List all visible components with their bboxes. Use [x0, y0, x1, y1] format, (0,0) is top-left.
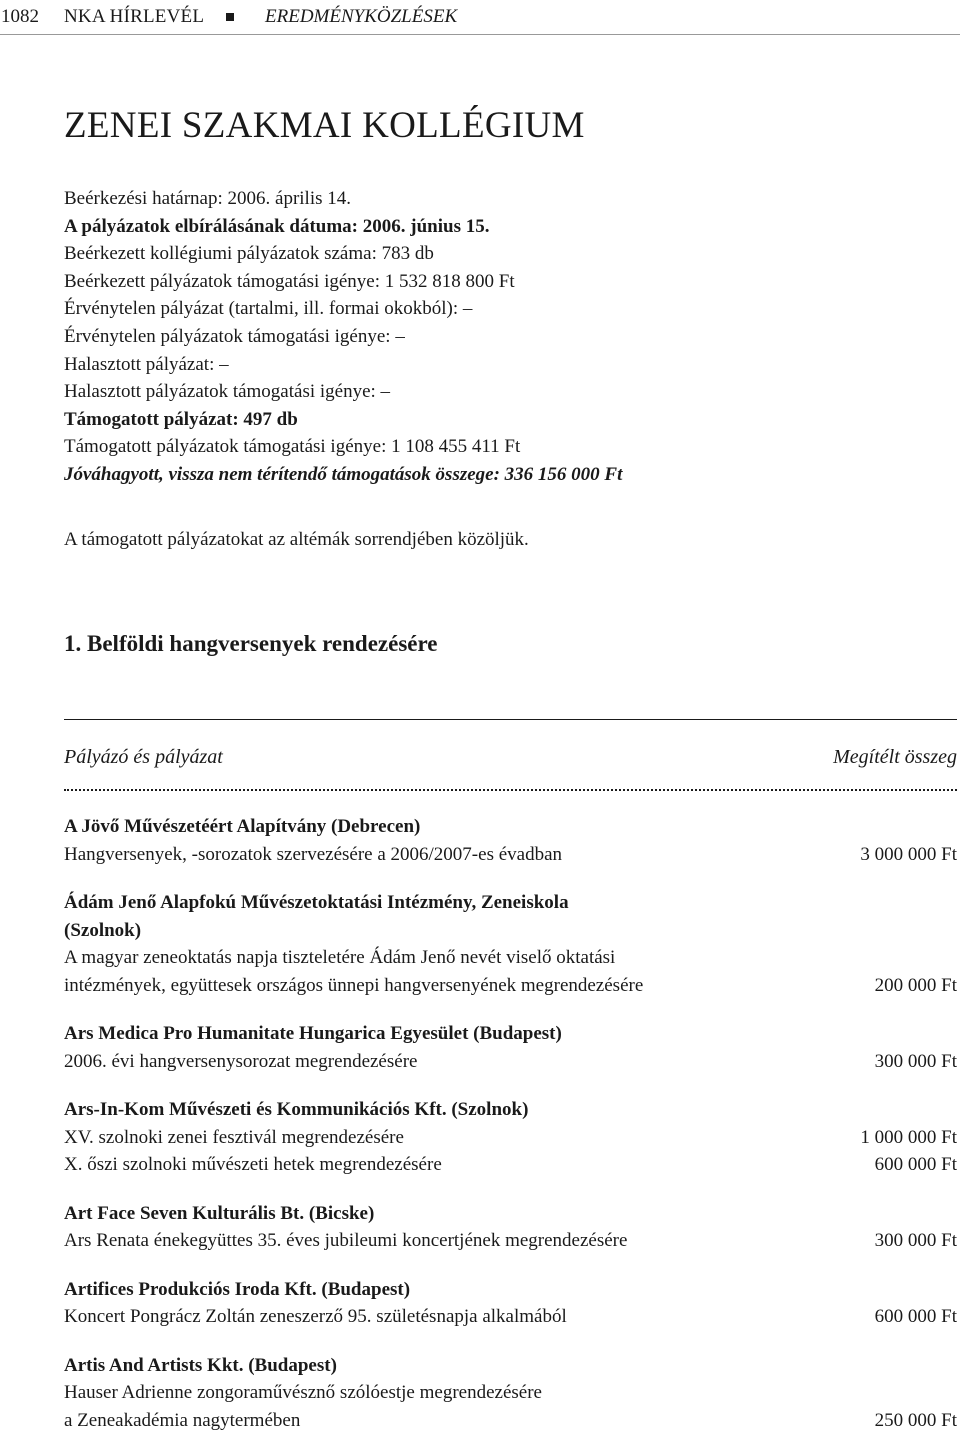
grant-entry [64, 1276, 957, 1331]
square-bullet-icon [226, 13, 234, 21]
info-line-supported-demand: Támogatott pályázatok támogatási igénye: 1 108 455 411 Ft [64, 436, 521, 458]
project-line [64, 972, 957, 1000]
grant-entry [64, 1096, 957, 1179]
project-description: XV. szolnoki zenei fesztivál megrendezésére [64, 1126, 404, 1148]
awarded-amount: 1 000 000 Ft [860, 1126, 957, 1148]
project-description: intézmények, együttesek országos ünnepi hangversenyének megrendezésére [64, 974, 644, 996]
grant-entry [64, 1352, 957, 1435]
info-line-decision-date: A pályázatok elbírálásának dátuma: 2006. június 15. [64, 215, 490, 237]
project-description: Hauser Adrienne zongoraművésznő szólóestje megrendezésére [64, 1382, 542, 1403]
subsection-heading: 1. Belföldi hangversenyek rendezésére [64, 631, 438, 656]
info-line-received-demand: Beérkezett pályázatok támogatási igénye: 1 532 818 800 Ft [64, 270, 515, 292]
applicant-name: Ádám Jenő Alapfokú Művészetoktatási Intézmény, Zeneiskola [64, 892, 569, 913]
running-header [0, 0, 960, 35]
section-name: EREDMÉNYKÖZLÉSEK [265, 6, 458, 27]
project-line [64, 1379, 957, 1407]
applicant-name: Ars Medica Pro Humanitate Hungarica Egyesület (Budapest) [64, 1023, 562, 1044]
project-description: 2006. évi hangversenysorozat megrendezésére [64, 1050, 418, 1072]
page-number: 1082 [1, 6, 39, 27]
awarded-amount: 600 000 Ft [874, 1154, 957, 1175]
info-line-supported-count: Támogatott pályázat: 497 db [64, 408, 298, 430]
info-line-received-count: Beérkezett kollégiumi pályázatok száma: 783 db [64, 243, 434, 265]
project-description: Ars Renata énekegyüttes 35. éves jubileumi koncertjének megrendezésére [64, 1230, 628, 1251]
grant-entry [64, 1200, 957, 1255]
info-line-approved-total: Jóváhagyott, vissza nem térítendő támogatások összege: 336 156 000 Ft [64, 463, 623, 485]
applicant-name: A Jövő Művészetéért Alapítvány (Debrecen) [64, 816, 421, 837]
table-dotted-rule [64, 789, 957, 791]
column-header-amount: Megítélt összeg [833, 746, 957, 768]
project-line [64, 1048, 957, 1076]
applicant-name: Ars-In-Kom Művészeti és Kommunikációs Kft. (Szolnok) [64, 1099, 529, 1120]
project-line [64, 1303, 957, 1331]
table-top-rule [64, 719, 957, 720]
awarded-amount: 300 000 Ft [874, 1050, 957, 1072]
column-header-applicant: Pályázó és pályázat [64, 746, 223, 768]
project-line [64, 1124, 957, 1152]
project-line [64, 841, 957, 869]
project-line [64, 1407, 957, 1435]
awarded-amount: 250 000 Ft [874, 1409, 957, 1431]
grant-entry [64, 889, 957, 999]
grant-entry [64, 1020, 957, 1075]
info-line-postponed-demand: Halasztott pályázatok támogatási igénye: – [64, 381, 391, 403]
project-line [64, 1227, 957, 1255]
project-line [64, 944, 957, 972]
grant-list [64, 813, 957, 1455]
awarded-amount: 600 000 Ft [874, 1306, 957, 1327]
page-title: ZENEI SZAKMAI KOLLÉGIUM [64, 105, 585, 146]
project-description: Koncert Pongrácz Zoltán zeneszerző 95. születésnapja alkalmából [64, 1306, 567, 1327]
project-description: A magyar zeneoktatás napja tiszteletére Ádám Jenő nevét viselő oktatási [64, 947, 616, 968]
order-note: A támogatott pályázatokat az altémák sorrendjében közöljük. [64, 529, 529, 550]
applicant-name: Art Face Seven Kulturális Bt. (Bicske) [64, 1202, 375, 1224]
summary-block [64, 185, 944, 489]
project-line [64, 1151, 957, 1179]
grant-entry [64, 813, 957, 868]
awarded-amount: 300 000 Ft [874, 1230, 957, 1251]
applicant-location: (Szolnok) [64, 919, 142, 941]
info-line-invalid-demand: Érvénytelen pályázatok támogatási igénye: – [64, 325, 405, 347]
info-line-deadline: Beérkezési határnap: 2006. április 14. [64, 188, 352, 209]
project-description: X. őszi szolnoki művészeti hetek megrendezésére [64, 1154, 442, 1175]
applicant-name: Artifices Produkciós Iroda Kft. (Budapest) [64, 1278, 411, 1300]
project-description: a Zeneakadémia nagytermében [64, 1409, 301, 1431]
awarded-amount: 3 000 000 Ft [860, 843, 957, 865]
awarded-amount: 200 000 Ft [874, 974, 957, 996]
info-line-postponed: Halasztott pályázat: – [64, 353, 229, 375]
applicant-name: Artis And Artists Kkt. (Budapest) [64, 1354, 337, 1376]
publication-name: NKA HÍRLEVÉL [64, 6, 205, 27]
project-description: Hangversenyek, -sorozatok szervezésére a 2006/2007-es évadban [64, 843, 563, 865]
info-line-invalid: Érvénytelen pályázat (tartalmi, ill. formai okokból): – [64, 298, 473, 320]
